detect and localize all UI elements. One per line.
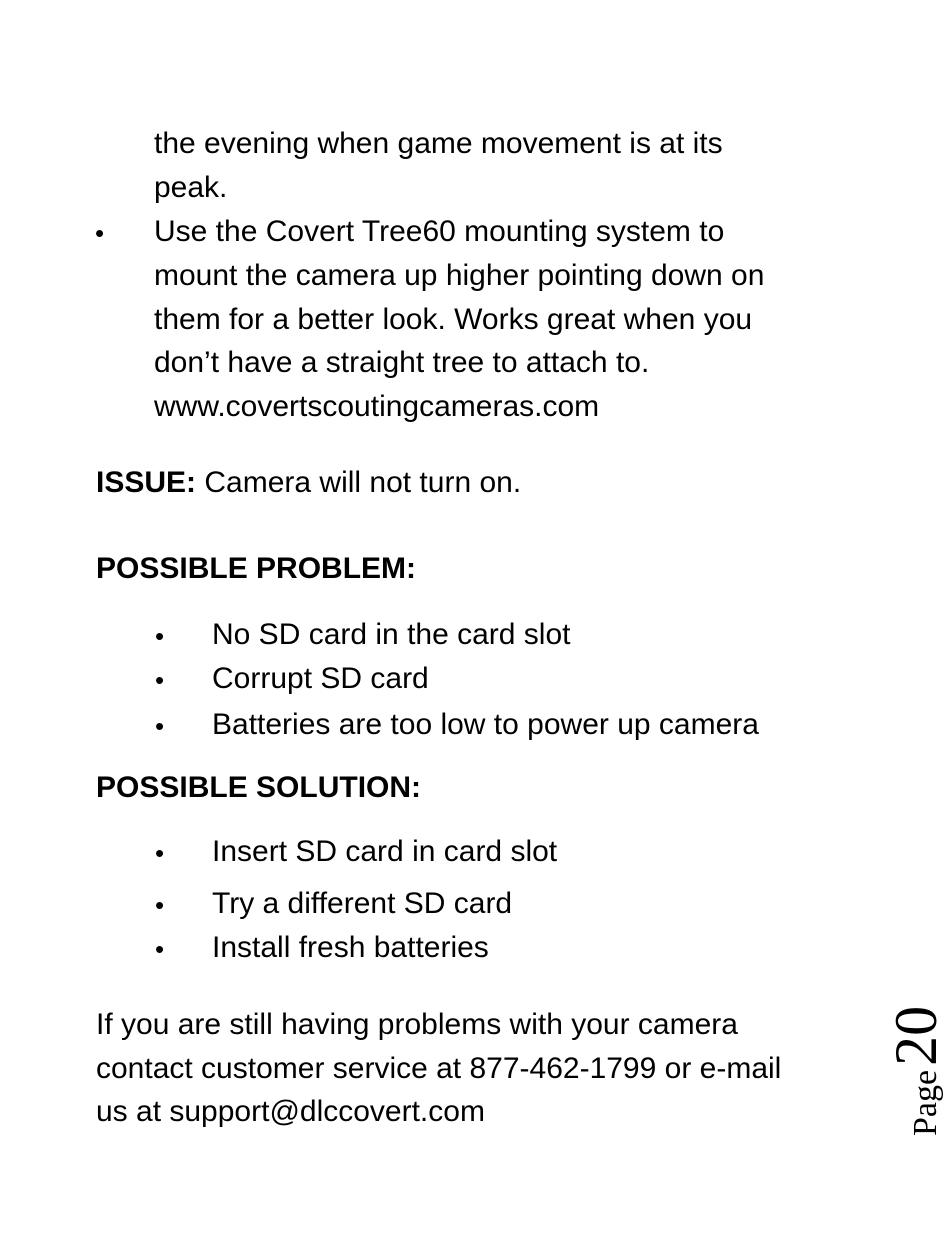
problem-item-2: Corrupt SD card — [212, 662, 429, 695]
continuation-line-1: the evening when game movement is at its — [154, 127, 723, 160]
tip-url: www.covertscoutingcameras.com — [154, 390, 600, 423]
problem-item-3: Batteries are too low to power up camera — [212, 708, 759, 741]
tip-bullet-symbol: • — [95, 218, 105, 248]
tip-line-2: mount the camera up higher pointing down on — [154, 259, 765, 292]
page-marker-word: Page — [907, 1069, 944, 1136]
problem-item-1: No SD card in the card slot — [212, 618, 571, 651]
solution-item-2: Try a different SD card — [212, 887, 513, 920]
issue-text: Camera will not turn on. — [196, 466, 522, 499]
page-marker — [882, 1006, 950, 1136]
problem-bullet-symbol-1: • — [155, 621, 165, 651]
issue-label: ISSUE: — [96, 466, 197, 499]
issue-line — [96, 465, 521, 501]
continuation-line-2: peak. — [154, 171, 228, 204]
tip-line-3: them for a better look. Works great when you — [154, 303, 753, 336]
solution-item-1: Insert SD card in card slot — [212, 835, 558, 868]
problem-bullet-symbol-3: • — [155, 711, 165, 741]
solution-item-3: Install fresh batteries — [212, 931, 489, 964]
tip-line-4: don’t have a straight tree to attach to. — [154, 346, 650, 379]
contact-line-1: If you are still having problems with your camera — [96, 1008, 738, 1041]
page-number: 20 — [883, 1005, 949, 1066]
problem-bullet-symbol-2: • — [155, 665, 165, 695]
solution-bullet-symbol-1: • — [155, 838, 165, 868]
solution-bullet-symbol-2: • — [155, 890, 165, 920]
possible-solution-heading: POSSIBLE SOLUTION: — [96, 771, 422, 804]
tip-line-1: Use the Covert Tree60 mounting system to — [154, 215, 725, 248]
contact-line-3: us at support@dlccovert.com — [96, 1095, 485, 1128]
possible-problem-heading: POSSIBLE PROBLEM: — [96, 552, 417, 585]
contact-line-2: contact customer service at 877-462-1799 or e-mail — [96, 1052, 782, 1085]
solution-bullet-symbol-3: • — [155, 934, 165, 964]
